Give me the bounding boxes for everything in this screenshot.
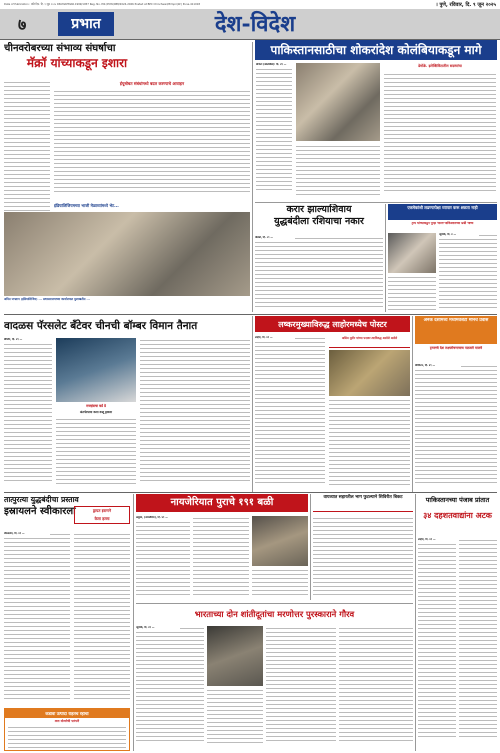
article-body	[56, 417, 136, 489]
issue-date: । पुणे, रविवार, दि. ९ जून २०२५	[435, 2, 496, 8]
headline-text: भारताच्या दोन शांतीदूतांचा मरणोत्तर पुरस्काराने गौरव	[194, 609, 355, 619]
brief-subhead: त्वरा योजनेची पारंपरी	[54, 719, 80, 723]
subhead-line-2: केला हल्ला	[94, 516, 110, 521]
subhead-eu: ईयूसोबत संबंधांमध्ये बदल करण्याचे आवाहन	[119, 81, 185, 86]
article-body	[339, 626, 413, 750]
headline-colombia-pakistan	[255, 40, 497, 60]
dateline: न्यूयॉर्क, दि. ४९ —	[136, 626, 180, 630]
headline-line-1: तात्पुरत्या युद्धबंदीचा प्रस्ताव	[4, 495, 79, 504]
brief-headline: कडावा उत्पादा राहतच रहाचा	[5, 709, 129, 718]
headline-russia-ceasefire	[255, 204, 383, 234]
trump-subhead: ट्रम्प यांच्याकडून पुन्हा भारत-पाकिस्तानच्या प्रश्नी भाष्य	[411, 221, 474, 225]
trump-trade-block	[388, 204, 497, 312]
headline-text: पाकिस्तानसाठीचा शोकरांदेश कोलंबियाकडून मागे	[270, 43, 482, 57]
headline-migration	[415, 316, 497, 344]
article-body	[255, 336, 325, 490]
boxed-brief	[4, 708, 130, 751]
headline-line-2: इस्रायलने स्वीकारला	[4, 506, 76, 517]
headline-text: वायव्यात सहारतील भाग फुटल्याने शिविरीत बिकट	[323, 495, 403, 500]
headline-nigeria-floods	[136, 494, 308, 512]
article-body	[329, 398, 410, 490]
dateline: न्यूयॉर्क, दि. ४ —	[439, 233, 479, 237]
dateline: जेरुसलेम, दि. ४९ —	[4, 532, 50, 536]
headline-line-1: पाकिस्तानच्या पंजाब प्रांतात	[425, 496, 490, 504]
article-body	[4, 338, 52, 490]
subhead-trump-countries: ट्रम्पनचे देश लक्ष्यरोषणाचाच पाठवले मालवे	[429, 346, 483, 350]
dateline: अबुजा, (नायजेरिया), दि. ४९ —	[136, 516, 190, 520]
photo-caption: अमित जगताप (इंडियालिजिय) ... प्रशासनालयाच्या कार्यालयात मुलाखतीत ...	[4, 297, 90, 301]
flood-photo	[252, 516, 308, 566]
article-body	[136, 626, 204, 750]
article-body	[193, 516, 249, 600]
subhead-munir: असिम मुनीर यांच्या पदावर त्याविरुद्ध आलेले अलेले	[329, 336, 410, 348]
headline-line-1: करार झाल्याशिवाय	[286, 204, 352, 215]
headline-lahore-poster	[255, 316, 410, 332]
section-title: देश-विदेश	[214, 11, 296, 37]
headline-text: लष्करमुख्याविरुद्ध लाहोरमध्येच पोस्टर	[278, 319, 387, 329]
article-body	[252, 568, 308, 600]
headline-text: अनेक देशांमध्ये मध्यमवेशेटी मीनचे प्रवास	[423, 318, 489, 323]
poster-photo	[329, 350, 410, 396]
subhead-line-1: ड्रायत इराणने	[93, 508, 111, 513]
headline-china-bombers	[4, 316, 250, 336]
article-body	[207, 688, 263, 750]
article-body	[74, 532, 130, 706]
article-body	[266, 626, 336, 750]
headline-text: वादळस पॅरसलेट बँटेवर चीनची बॉम्बर विमान तैनात	[4, 320, 198, 332]
masthead-band	[0, 9, 500, 39]
headline-line-2: मॅक्रॉ यांच्याकडून इशारा	[26, 56, 128, 70]
event-photo	[4, 212, 250, 296]
headline-camp-crisis	[313, 494, 413, 512]
photo-caption-sub: अंतर्गतपाया कला वस्तू ड्रायला	[79, 410, 113, 414]
headline-macron-china	[4, 42, 150, 78]
article-body	[140, 338, 250, 490]
trump-photo	[388, 233, 436, 273]
subhead-iran-attack	[74, 506, 130, 524]
article-body	[384, 72, 496, 200]
article-body	[439, 233, 497, 312]
headline-peacekeepers	[136, 605, 413, 623]
brand-logo: प्रभात	[58, 12, 114, 36]
dateline: लाहोर, दि. ४९ —	[418, 538, 456, 542]
dateline: लाहोर, दि. ४९ —	[255, 336, 295, 340]
article-body	[136, 516, 190, 600]
article-body	[459, 538, 497, 750]
headline-line-2: युद्धबंदीला रशियाचा नकार	[274, 216, 364, 227]
article-body	[313, 516, 413, 600]
headline-line-1: चीनवरोबरच्या संभाव्य संघर्षाचा	[4, 43, 116, 54]
photo-caption-head: इंडियालिजियमच्या भाजी मेळाव्यांमध्ये भेट...	[54, 203, 119, 208]
article-body	[296, 144, 380, 200]
headline-text: नायजेरियात पुराचे १९१ बळी	[170, 497, 274, 508]
article-body	[418, 538, 456, 750]
page-number: ७	[18, 15, 27, 34]
article-body	[256, 63, 292, 197]
subhead-democrats: डेमोक्रे. इलेक्टिविटातील सदस्यांचा	[418, 64, 462, 68]
headline-punjab-arrests	[418, 494, 497, 534]
colombia-photo	[296, 63, 380, 141]
trump-headline: एकमेकांशी लढण्यापेक्षा व्यापार करू शकता नाही	[388, 204, 497, 220]
article-body	[415, 364, 497, 490]
dateline: मॉस्को, दि. ८९ —	[255, 236, 295, 240]
headline-line-2: ३४ दहशतवाद्यांना अटक	[423, 510, 492, 520]
article-body	[4, 532, 70, 706]
article-body	[54, 89, 250, 201]
photo-caption-head: राजहंसचा बर्ड डे	[86, 404, 106, 408]
swan-photo	[56, 338, 136, 402]
article-body	[255, 236, 383, 312]
brief-body	[8, 725, 126, 750]
publication-meta-line: Date of Publication : प्रति दिन. दि. ९ जून २०२५ RNI.MAHMAR.1999/1957 Reg. No. P.N./PCW/088/2024-2026 Posted at BPC Chinchwad/Pimpri(W.) Pune-411018	[4, 3, 201, 6]
article-body	[388, 275, 436, 312]
dateline: वॉशिंग्टन, दि. ४९ —	[415, 364, 461, 368]
peacekeeper-photo	[207, 626, 263, 686]
dateline: बोगोटा (कोलंबिया): दि. ४९ —	[256, 63, 292, 67]
dateline: बीजिंग, दि. ४९ —	[4, 338, 52, 342]
